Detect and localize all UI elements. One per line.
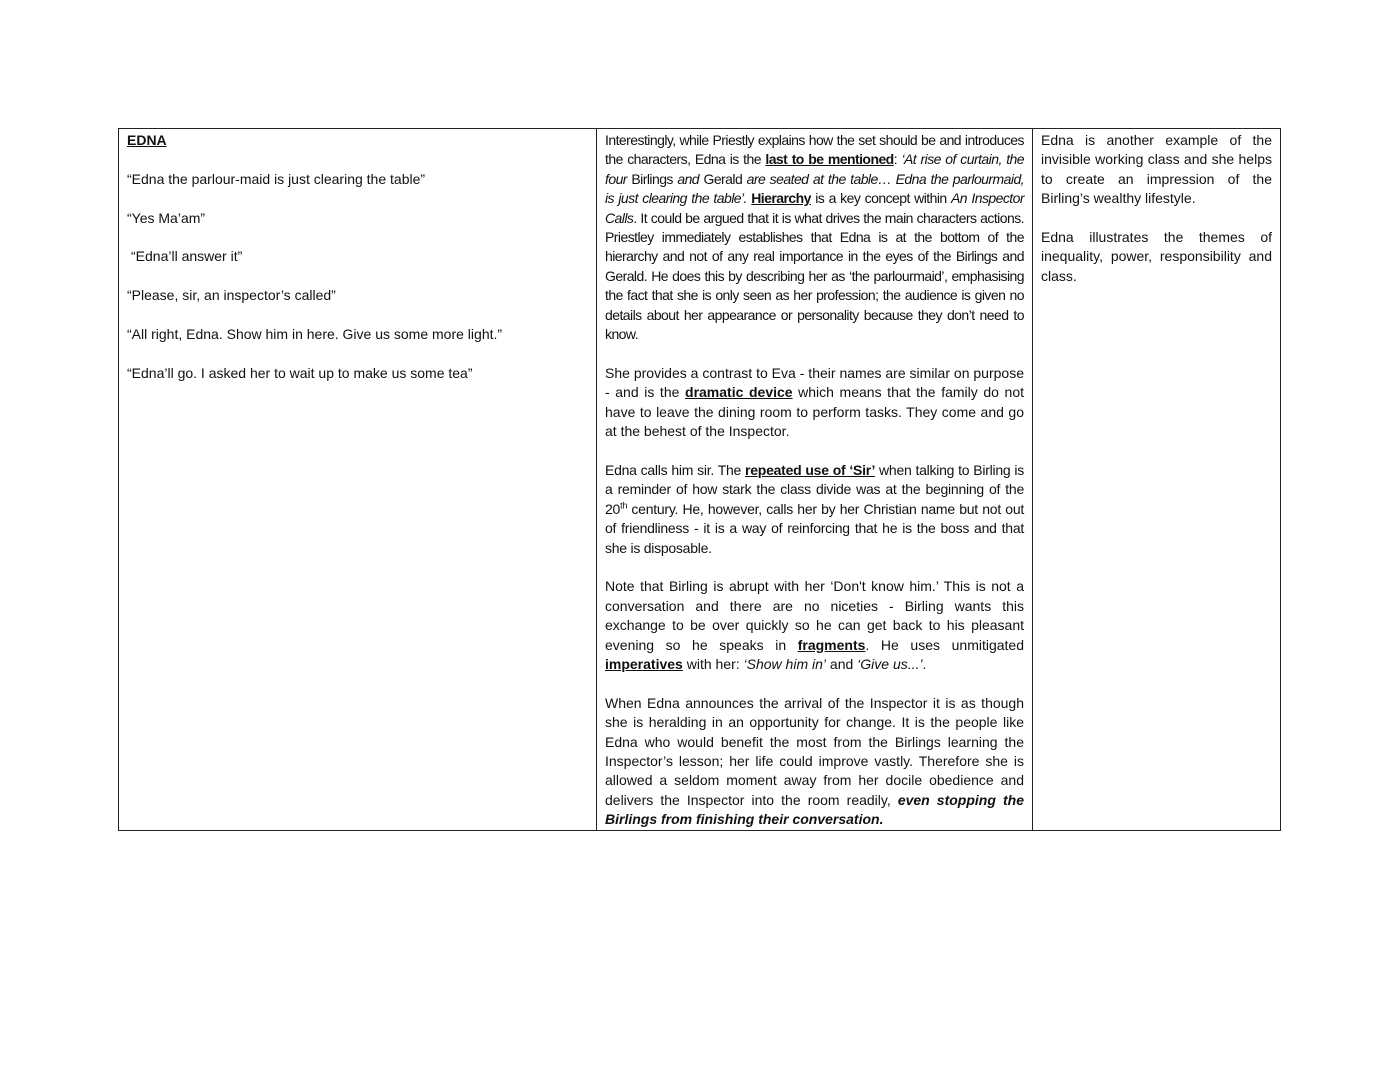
text-run: Gerald <box>703 170 747 187</box>
key-term: dramatic device <box>685 384 793 401</box>
ordinal-suffix: th <box>620 500 628 511</box>
quote-6: “Edna’ll go. I asked her to wait up to make us some tea” <box>127 364 473 381</box>
text-run: Edna calls him sir. The <box>605 461 746 478</box>
text-run: : <box>893 151 902 168</box>
text-run: and <box>826 655 858 672</box>
play-title: An Inspector Calls <box>605 190 1024 226</box>
quote-5: “All right, Edna. Show him in here. Give us some more light.” <box>127 325 503 342</box>
text-run: Birlings <box>631 170 678 187</box>
text-run: century. He, however, calls her by her Christian name but not out of friendliness - it is a way of reinforcing that he is the boss and that she is disposable. <box>605 500 1024 556</box>
character-heading: EDNA <box>127 132 167 148</box>
analysis-paragraph-5 <box>605 694 1024 830</box>
stage-direction: are seated at the table… Edna the parlourmaid, is just clearing the table’. <box>605 170 1025 207</box>
text-run: . <box>922 655 927 672</box>
stage-direction: ‘At rise of curtain, the four <box>605 151 1025 187</box>
quote-2: “Yes Ma’am” <box>127 209 206 226</box>
quoted-phrase: ‘Give us...’ <box>857 655 923 672</box>
text-run: with her: <box>682 655 744 672</box>
text-run: which means that the family do not have to leave the dining room to perform tasks. They come and go at the behest of the Inspector. <box>605 384 1024 440</box>
quoted-phrase: ‘Show him in’ <box>743 655 827 672</box>
text-run: . It could be argued that it is what drives the main characters actions. Priestley immediately establishes that Edna is at the bottom of the hierarchy and not of any real importance in the eyes of the Birlings and Gerald. He does this by describing her as ‘the parlourmaid’, emphasising the fact that she is only seen as her profession; the audience is given no details about her appearance or personality because they don’t need to know. <box>605 209 1024 343</box>
quote-4: “Please, sir, an inspector’s called” <box>127 287 336 304</box>
quotes-cell <box>119 129 597 831</box>
analysis-table <box>118 128 1281 831</box>
key-term: last to be mentioned <box>765 151 894 168</box>
analysis-paragraph-3 <box>605 461 1024 558</box>
text-run: is a key concept within <box>810 190 951 207</box>
text-run: Interestingly, while Priestly explains how the set should be and introduces the characters, Edna is the <box>605 132 1024 168</box>
themes-cell <box>1033 129 1281 831</box>
key-term: Hierarchy <box>751 190 811 207</box>
analysis-paragraph-2 <box>605 364 1024 442</box>
quote-1: “Edna the parlour-maid is just clearing the table” <box>127 170 426 187</box>
analysis-paragraph-4 <box>605 577 1024 674</box>
key-term: imperatives <box>605 655 683 672</box>
quote-3: “Edna’ll answer it” <box>131 248 243 265</box>
emphasis-text: even stopping the Birlings from finishing their conversation. <box>605 791 1024 828</box>
text-run: She provides a contrast to Eva - their names are similar on purpose - and is the <box>605 364 1024 401</box>
stage-direction: and <box>677 170 704 187</box>
analysis-paragraph-1 <box>605 131 1024 344</box>
text-run: Note that Birling is abrupt with her ‘Don't know him.’ This is not a conversation and there are no niceties - Birling wants this exchange to be over quickly so he can get back to his pleasant evening so he speaks in <box>605 578 1024 653</box>
key-term: repeated use of ‘Sir’ <box>745 461 876 478</box>
text-run: when talking to Birling is a reminder of how stark the class divide was at the beginning of the 20 <box>605 461 1024 517</box>
themes-paragraph-2: Edna illustrates the themes of inequality, power, responsibility and class. <box>1041 229 1272 284</box>
themes-paragraph-1: Edna is another example of the invisible working class and she helps to create an impression of the Birling’s wealthy lifestyle. <box>1041 132 1272 207</box>
key-term: fragments <box>797 636 866 653</box>
text-run: When Edna announces the arrival of the Inspector it is as though she is heralding in an opportunity for change. It is the people like Edna who would benefit the most from the Birlings learning the Inspector’s lesson; her life could improve vastly. Therefore she is allowed a seldom moment away from her docile obedience and delivers the Inspector into the room readily, <box>605 694 1024 808</box>
table-row <box>119 129 1281 831</box>
text-run: . He uses unmitigated <box>865 636 1025 653</box>
analysis-cell <box>597 129 1033 831</box>
